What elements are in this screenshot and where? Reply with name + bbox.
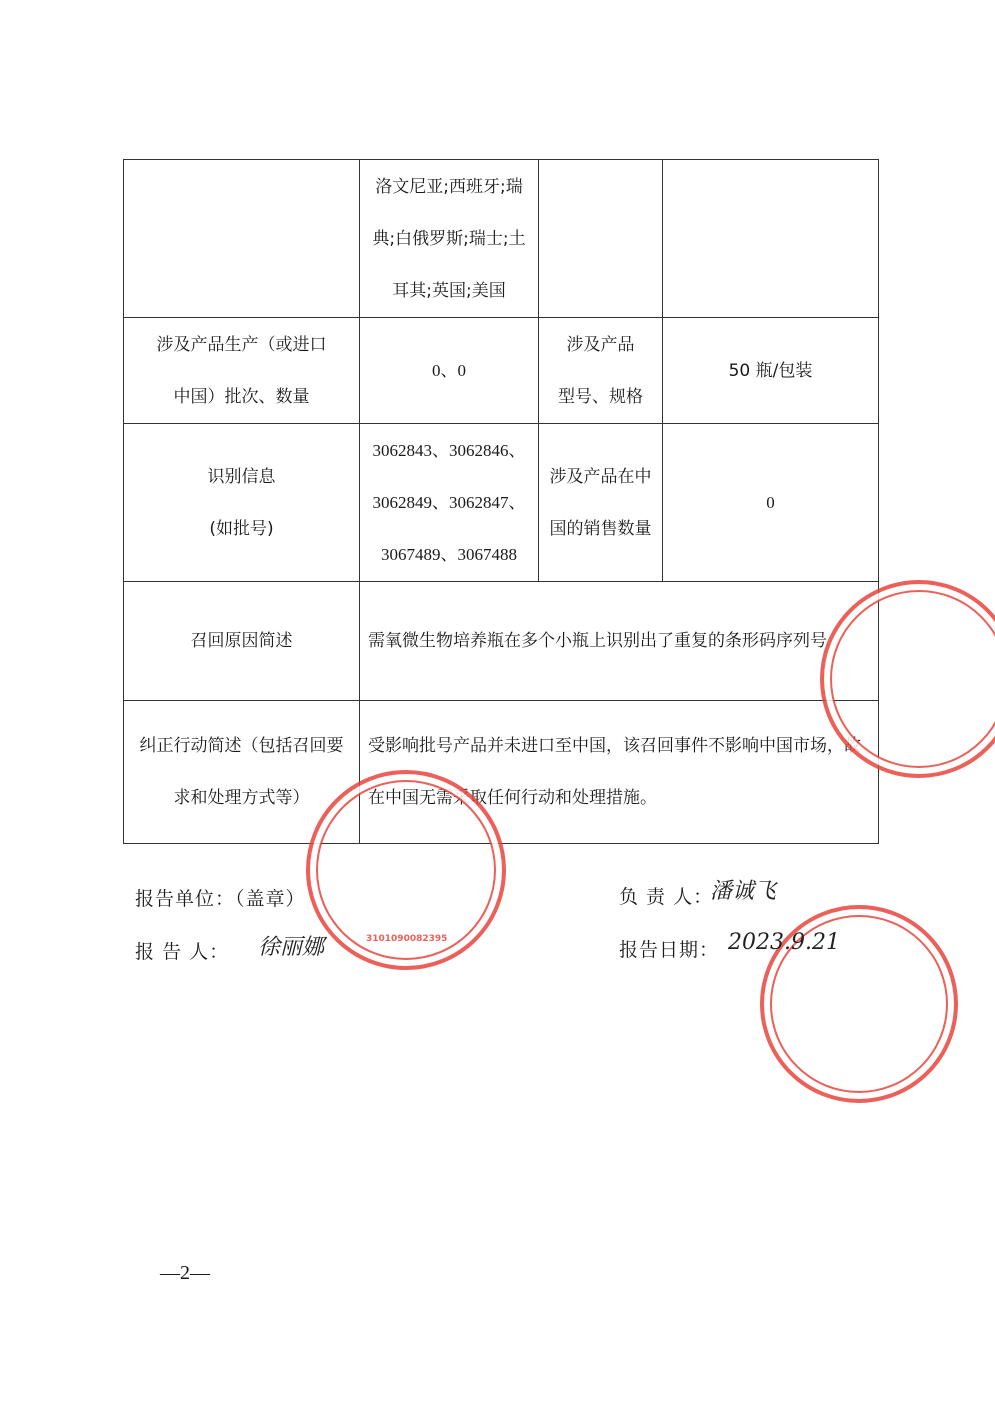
text-line: 识别信息 [207, 466, 276, 487]
company-seal-stamp [306, 770, 506, 970]
reporter-label: 报 告 人： [135, 941, 230, 963]
table-row [124, 424, 879, 582]
table-row [124, 160, 879, 318]
recall-reason-label: 召回原因简述 [124, 582, 360, 701]
text-line: 在中国无需采取任何行动和处理措施。 [368, 788, 657, 808]
text-line: 典;白俄罗斯;瑞士;土 [372, 228, 526, 249]
recall-reason-value: 需氧微生物培养瓶在多个小瓶上识别出了重复的条形码序列号 [360, 582, 879, 701]
china-sales-label [539, 424, 663, 582]
text-line: 涉及产品 [566, 334, 635, 355]
model-spec-value: 50 瓶/包装 [663, 318, 879, 424]
cell-empty [124, 160, 360, 318]
report-date-value: 2023.9.21 [728, 930, 840, 955]
text-line: 国的销售数量 [549, 518, 652, 539]
sales-regions-cell [360, 160, 539, 318]
cell-empty [539, 160, 663, 318]
text-line: 洛文尼亚;西班牙;瑞 [375, 176, 523, 197]
batch-numbers-value [360, 424, 539, 582]
text-line: 中国）批次、数量 [173, 386, 310, 407]
china-sales-value: 0 [663, 424, 879, 582]
text-line: 3062843、3062846、 [372, 440, 526, 460]
report-date-label: 报告日期： [619, 939, 720, 961]
batch-quantity-value: 0、0 [360, 318, 539, 424]
identification-label [124, 424, 360, 582]
text-line: 受影响批号产品并未进口至中国，该召回事件不影响中国市场，故 [368, 736, 861, 756]
table-row [124, 582, 879, 701]
text-line: 型号、规格 [558, 386, 643, 407]
page-number: —2— [160, 1262, 210, 1284]
responsible-signature: 潘诚飞 [710, 879, 777, 904]
text-line: 耳其;英国;美国 [392, 280, 506, 301]
recall-report-table [123, 159, 879, 844]
model-spec-label [539, 318, 663, 424]
responsible-person-label: 负 责 人： [619, 886, 714, 908]
text-line: 纠正行动简述（包括召回要 [139, 736, 344, 756]
text-line: 涉及产品生产（或进口 [156, 334, 327, 355]
text-line: (如批号) [209, 518, 274, 539]
cell-empty [663, 160, 879, 318]
table-row [124, 318, 879, 424]
batch-quantity-label [124, 318, 360, 424]
text-line: 3062849、3062847、 [372, 492, 526, 512]
text-line: 涉及产品在中 [549, 466, 652, 487]
text-line: 3067489、3067488 [381, 544, 517, 564]
reporter-signature: 徐丽娜 [258, 935, 325, 960]
report-unit-label: 报告单位：（盖章） [135, 888, 306, 910]
seal-code: 3101090082395 [366, 934, 448, 944]
text-line: 求和处理方式等） [173, 788, 310, 808]
table-row [124, 701, 879, 844]
